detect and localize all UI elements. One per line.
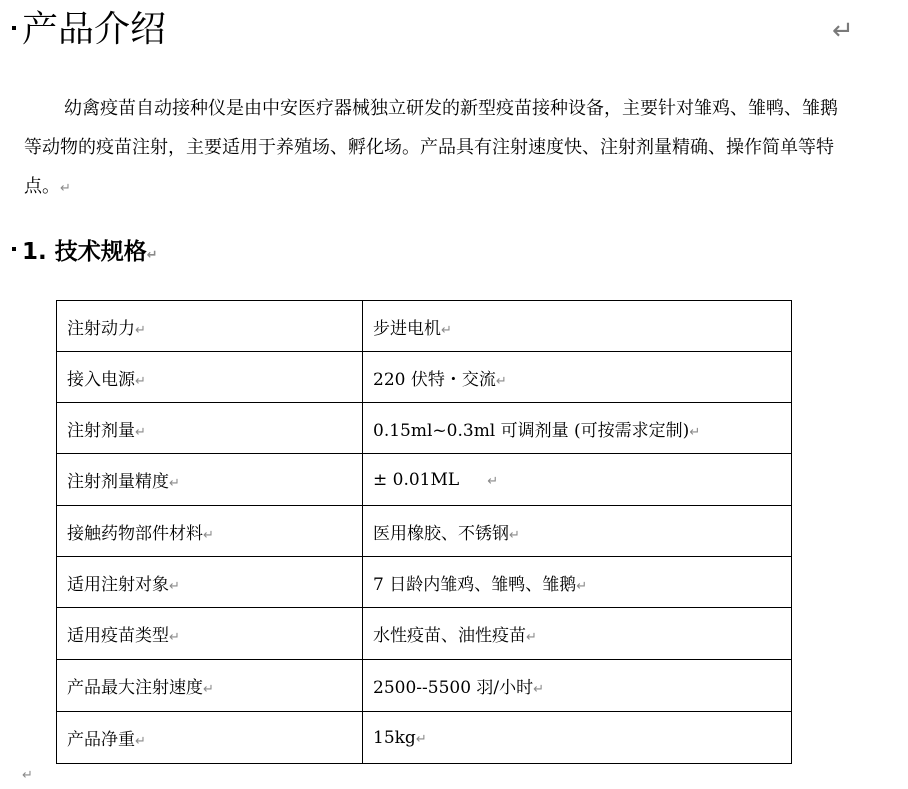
cell-mark-icon: ↵ bbox=[415, 731, 427, 747]
spec-value: 7 日龄内雏鸡、雏鸭、雏鹅 bbox=[373, 574, 577, 595]
cell-mark-icon: ↵ bbox=[135, 424, 146, 440]
cell-mark-icon: ↵ bbox=[576, 578, 588, 594]
spec-key-cell bbox=[57, 660, 363, 712]
spec-value: ± 0.01ML bbox=[373, 469, 460, 490]
spec-key: 注射剂量 bbox=[67, 420, 135, 441]
spec-key: 适用疫苗类型 bbox=[67, 626, 169, 646]
heading-bullet bbox=[12, 26, 16, 30]
section-heading bbox=[12, 234, 158, 274]
table-row bbox=[57, 301, 792, 352]
spec-value-cell bbox=[363, 352, 792, 403]
cell-mark-icon: ↵ bbox=[169, 476, 180, 491]
cell-mark-icon: ↵ bbox=[441, 322, 452, 338]
page-title-text: 产品介绍 bbox=[22, 9, 167, 50]
spec-key-cell bbox=[57, 557, 363, 608]
spec-value-cell bbox=[363, 557, 792, 608]
paragraph-mark-icon: ↵ bbox=[146, 248, 158, 263]
spec-key: 注射剂量精度 bbox=[67, 472, 169, 492]
cell-mark-icon: ↵ bbox=[203, 527, 214, 543]
table-row bbox=[57, 608, 792, 660]
intro-paragraph bbox=[24, 89, 844, 208]
spec-value-cell bbox=[363, 403, 792, 454]
spec-key-cell bbox=[57, 608, 363, 660]
spec-key: 产品最大注射速度 bbox=[67, 678, 203, 698]
spec-key-cell bbox=[57, 403, 363, 454]
spec-key: 注射动力 bbox=[67, 318, 135, 339]
table-row bbox=[57, 712, 792, 764]
spec-value: 步进电机 bbox=[373, 318, 441, 339]
cell-mark-icon: ↵ bbox=[487, 473, 499, 489]
cell-mark-icon: ↵ bbox=[509, 527, 520, 543]
spec-value-cell bbox=[363, 454, 792, 506]
spec-key: 产品净重 bbox=[67, 730, 135, 750]
table-row bbox=[57, 352, 792, 403]
spec-key-cell bbox=[57, 454, 363, 506]
section-heading-text: 1. 技术规格 bbox=[22, 239, 147, 265]
spec-key-cell bbox=[57, 712, 363, 764]
intro-text: 幼禽疫苗自动接种仪是由中安医疗器械独立研发的新型疫苗接种设备，主要针对雏鸡、雏鸭、雏鹅等动物的疫苗注射，主要适用于养殖场、孵化场。产品具有注射速度快、注射剂量精确、操作简单等特点。 bbox=[24, 98, 838, 197]
spec-key-cell bbox=[57, 506, 363, 557]
cell-mark-icon: ↵ bbox=[533, 682, 545, 697]
table-row bbox=[57, 403, 792, 454]
spec-value: 15kg bbox=[373, 727, 416, 748]
paragraph-mark-icon: ↵ bbox=[60, 181, 71, 196]
cell-mark-icon: ↵ bbox=[135, 322, 146, 338]
table-row bbox=[57, 506, 792, 557]
spec-value-cell bbox=[363, 660, 792, 712]
spec-value: 0.15ml~0.3ml 可调剂量 (可按需求定制) bbox=[373, 420, 690, 441]
spec-value: 医用橡胶、不锈钢 bbox=[373, 523, 509, 544]
paragraph-mark-icon: ↵ bbox=[832, 16, 854, 46]
heading-bullet bbox=[12, 247, 16, 251]
spec-value: 水性疫苗、油性疫苗 bbox=[373, 626, 526, 646]
cell-mark-icon: ↵ bbox=[169, 630, 180, 645]
spec-value-cell bbox=[363, 506, 792, 557]
cell-mark-icon: ↵ bbox=[689, 424, 701, 440]
cell-mark-icon: ↵ bbox=[135, 734, 146, 749]
spec-value-cell bbox=[363, 608, 792, 660]
spec-key: 接触药物部件材料 bbox=[67, 523, 203, 544]
table-row bbox=[57, 660, 792, 712]
spec-value-cell bbox=[363, 301, 792, 352]
table-row bbox=[57, 557, 792, 608]
cell-mark-icon: ↵ bbox=[135, 373, 146, 389]
cell-mark-icon: ↵ bbox=[495, 373, 507, 389]
table-row bbox=[57, 454, 792, 506]
spec-value: 2500--5500 羽/小时 bbox=[373, 678, 534, 698]
spec-key: 适用注射对象 bbox=[67, 574, 169, 595]
paragraph-mark-icon: ↵ bbox=[22, 768, 33, 783]
spec-key: 接入电源 bbox=[67, 369, 135, 390]
cell-mark-icon: ↵ bbox=[169, 578, 180, 594]
spec-key-cell bbox=[57, 352, 363, 403]
spec-value-cell bbox=[363, 712, 792, 764]
spec-value: 220 伏特・交流 bbox=[373, 369, 496, 390]
page-title bbox=[12, 6, 166, 54]
cell-mark-icon: ↵ bbox=[203, 682, 214, 697]
cell-mark-icon: ↵ bbox=[526, 630, 537, 645]
spec-key-cell bbox=[57, 301, 363, 352]
spec-table bbox=[56, 300, 792, 764]
